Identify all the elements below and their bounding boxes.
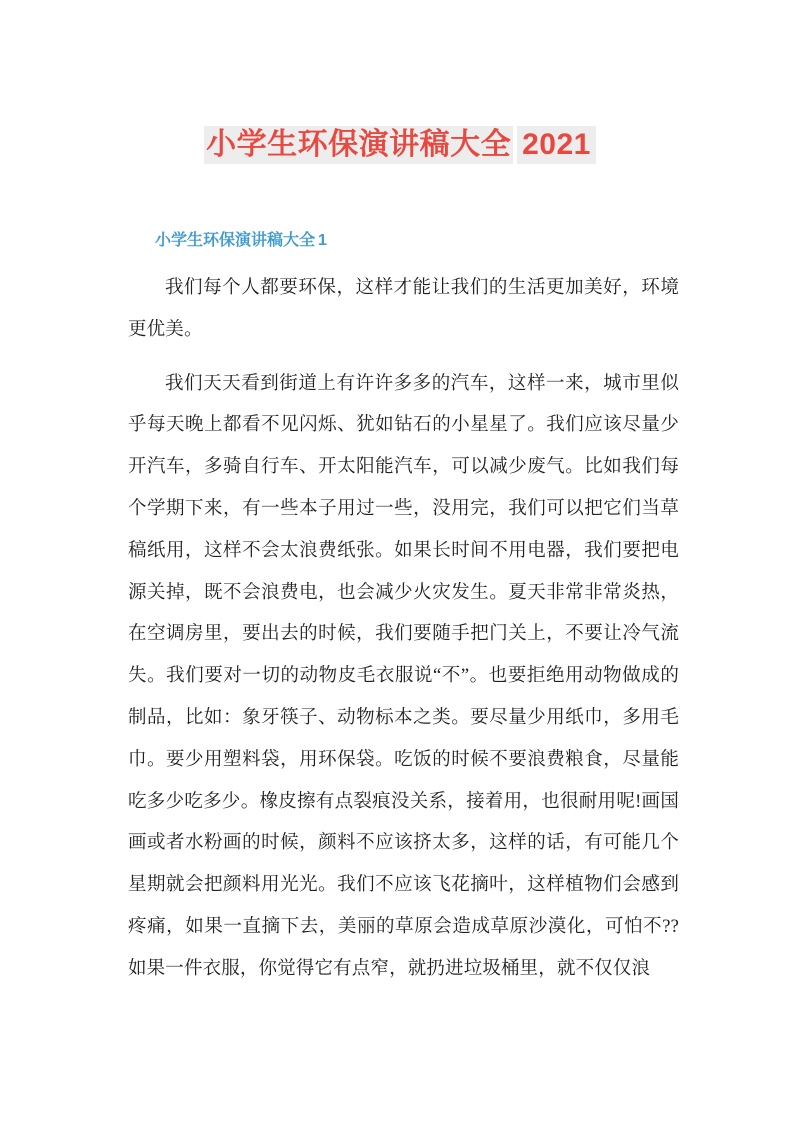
paragraph: 我们天天看到街道上有许许多多的汽车，这样一来，城市里似乎每天晚上都看不见闪烁、犹如钻石的小星星了。我们应该尽量少开汽车，多骑自行车、开太阳能汽车，可以减少废气。比如我们每个学期下来，有一些本子用过一些，没用完，我们可以把它们当草稿纸用，这样不会太浪费纸张。如果长时间不用电器，我们要把电源关掉，既不会浪费电，也会减少火灾发生。夏天非常非常炎热，在空调房里，要出去的时候，我们要随手把门关上，不要让冷气流失。我们要对一切的动物皮毛衣服说“不”。也要拒绝用动物做成的制品，比如：象牙筷子、动物标本之类。要尽量少用纸巾，多用毛巾。要少用塑料袋，用环保袋。吃饭的时候不要浪费粮食，尽量能吃多少吃多少。橡皮擦有点裂痕没关系，接着用，也很耐用呢!画国画或者水粉画的时候，颜料不应该挤太多，这样的话，有可能几个星期就会把颜料用光光。我们不应该飞花摘叶，这样植物们会感到疼痛，如果一直摘下去，美丽的草原会造成草原沙漠化，可怕不??如果一件衣服，你觉得它有点窄，就扔进垃圾桶里，就不仅仅浪: [128, 373, 679, 979]
paragraph: 我们每个人都要环保，这样才能让我们的生活更加美好，环境更优美。: [128, 278, 679, 340]
page-title-main: 小学生环保演讲稿大全: [204, 126, 513, 164]
section-heading-number: 1: [318, 232, 327, 250]
document-body: [128, 268, 679, 991]
section-heading: [155, 228, 327, 254]
page-title: [0, 123, 800, 167]
section-heading-text: 小学生环保演讲稿大全: [155, 232, 316, 250]
page-title-year: 2021: [517, 126, 596, 164]
